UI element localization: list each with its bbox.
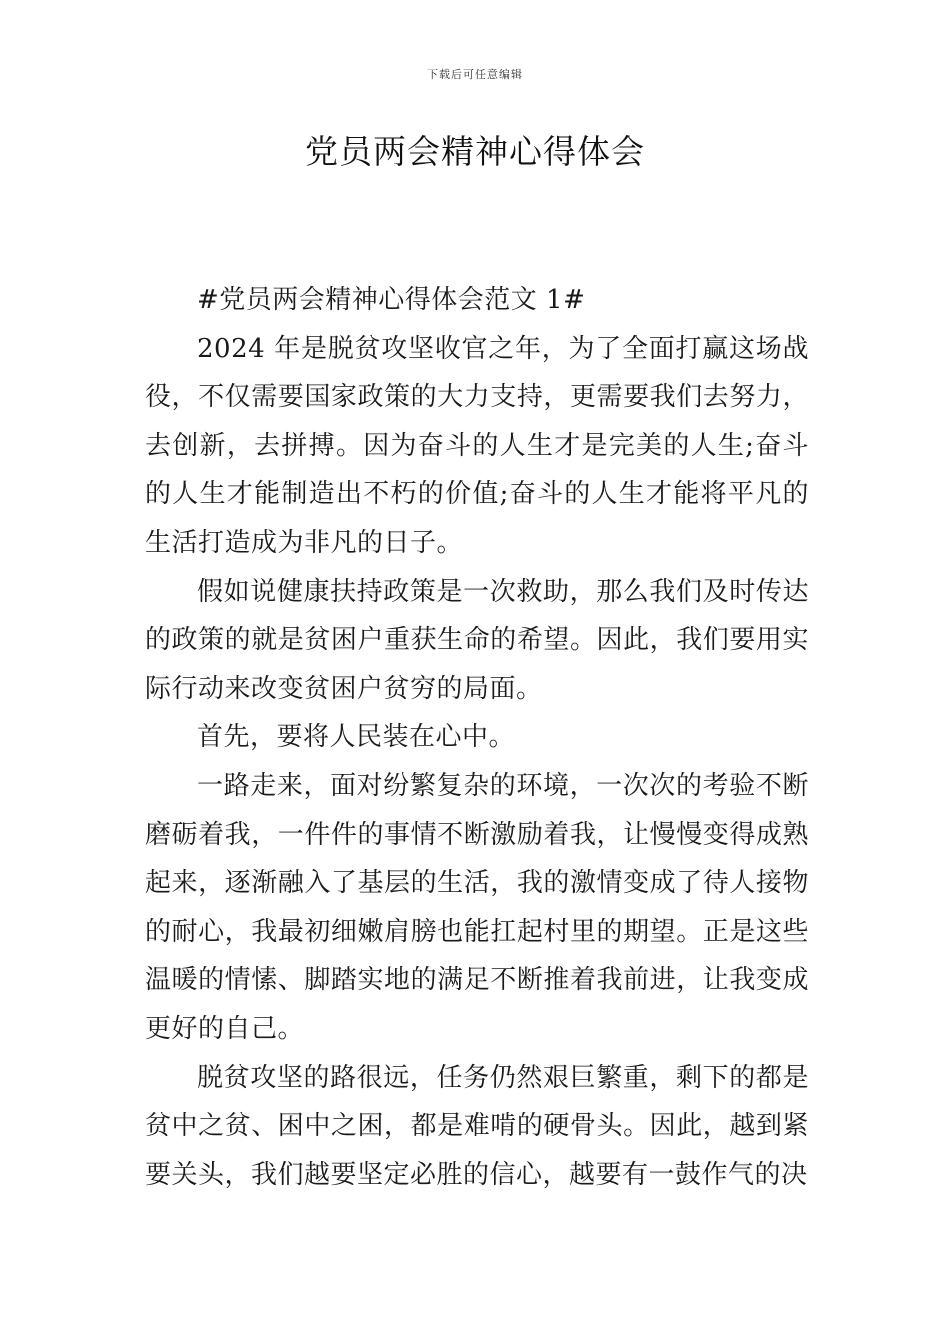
header-note: 下载后可任意编辑 [427, 68, 523, 81]
paragraph-heading: #党员两会精神心得体会范文 1# [197, 285, 586, 315]
document-body [145, 276, 809, 1199]
paragraph: 假如说健康扶持政策是一次救助，那么我们及时传达的政策的就是贫困户重获生命的希望。因此，我们要用实际行动来改变贫困户贫穷的局面。 [145, 576, 809, 704]
paragraph: 2024 年是脱贫攻坚收官之年，为了全面打赢这场战役，不仅需要国家政策的大力支持，更需要我们去努力，去创新，去拼搏。因为奋斗的人生才是完美的人生;奋斗的人生才能制造出不朽的价值;奋斗的人生才能将平凡的生活打造成为非凡的日子。 [145, 333, 809, 558]
document-title: 党员两会精神心得体会 [305, 132, 645, 171]
paragraph: 一路走来，面对纷繁复杂的环境，一次次的考验不断磨砺着我，一件件的事情不断激励着我，让慢慢变得成熟起来，逐渐融入了基层的生活，我的激情变成了待人接物的耐心，我最初细嫩肩膀也能扛起村里的期望。正是这些温暖的情愫、脚踏实地的满足不断推着我前进，让我变成更好的自己。 [145, 770, 809, 1044]
paragraph: 首先，要将人民装在心中。 [197, 722, 516, 753]
paragraph: 脱贫攻坚的路很远，任务仍然艰巨繁重，剩下的都是贫中之贫、困中之困，都是难啃的硬骨头。因此，越到紧要关头，我们越要坚定必胜的信心，越要有一鼓作气的决 [145, 1062, 809, 1190]
